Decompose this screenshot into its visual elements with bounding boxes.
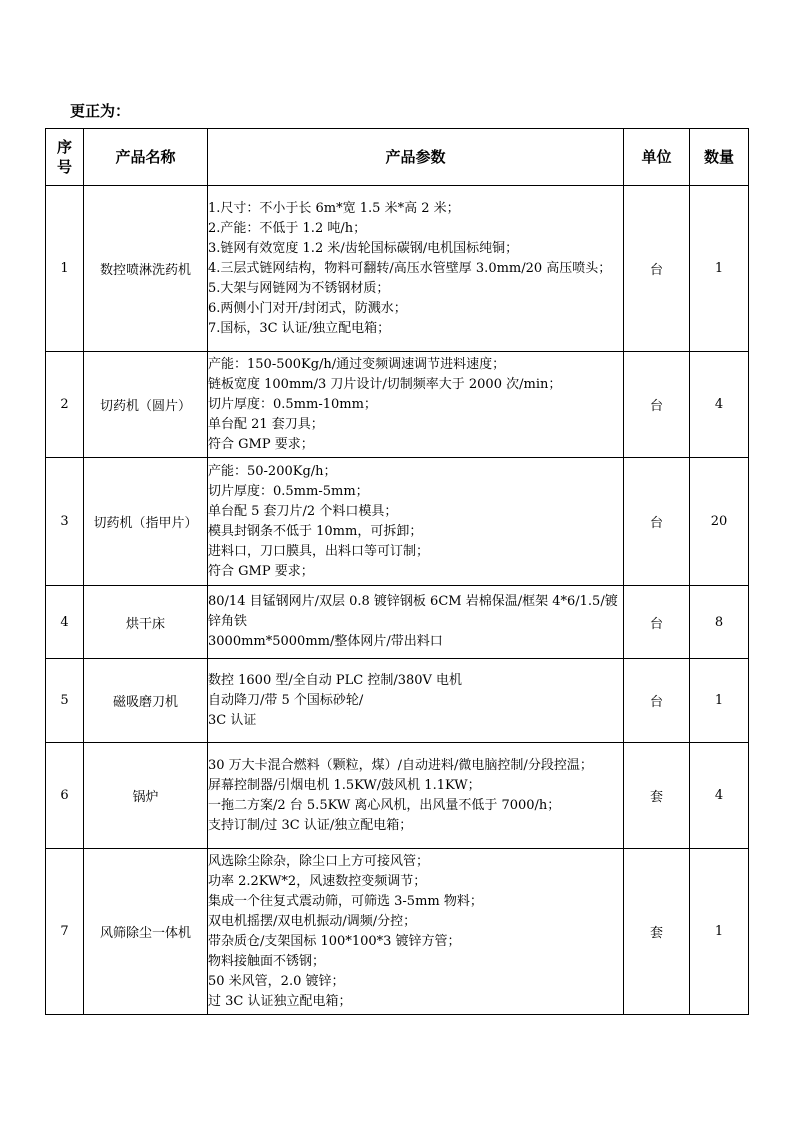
param-line: 符合 GMP 要求； (208, 436, 314, 452)
param-line: 过 3C 认证独立配电箱； (208, 993, 352, 1009)
cell-seq: 5 (46, 659, 84, 743)
cell-qty: 4 (690, 352, 749, 458)
cell-seq: 4 (46, 586, 84, 659)
table-row (46, 186, 749, 352)
param-line: 产能：150-500Kg/h/通过变频调速调节进料速度； (208, 356, 506, 372)
cell-unit: 台 (624, 586, 690, 659)
cell-name: 锅炉 (84, 743, 208, 849)
param-line: 3.链网有效宽度 1.2 米/齿轮国标碳钢/电机国标纯铜； (208, 240, 519, 256)
param-line: 符合 GMP 要求； (208, 563, 314, 579)
cell-qty: 1 (690, 186, 749, 352)
cell-qty: 4 (690, 743, 749, 849)
cell-name: 切药机（指甲片） (84, 458, 208, 586)
cell-qty: 8 (690, 586, 749, 659)
header-qty: 数量 (690, 129, 749, 186)
param-line: 风选除尘除杂，除尘口上方可接风管； (208, 853, 430, 869)
cell-qty: 1 (690, 849, 749, 1015)
param-line: 数控 1600 型/全自动 PLC 控制/380V 电机 (208, 672, 463, 688)
cell-params (208, 659, 624, 743)
cell-name: 切药机（圆片） (84, 352, 208, 458)
cell-seq: 6 (46, 743, 84, 849)
cell-seq: 1 (46, 186, 84, 352)
param-line: 30 万大卡混合燃料（颗粒，煤）/自动进料/微电脑控制/分段控温； (208, 757, 593, 773)
param-line: 单台配 5 套刀片/2 个料口模具； (208, 503, 398, 519)
cell-params (208, 743, 624, 849)
param-line: 5.大架与网链网为不锈钢材质； (208, 280, 390, 296)
cell-unit: 套 (624, 849, 690, 1015)
header-unit: 单位 (624, 129, 690, 186)
header-seq: 序号 (46, 129, 84, 186)
product-table (45, 128, 749, 1015)
cell-params (208, 586, 624, 659)
param-line: 产能：50-200Kg/h； (208, 463, 337, 479)
param-line: 6.两侧小门对开/封闭式，防溅水； (208, 300, 407, 316)
cell-name: 风筛除尘一体机 (84, 849, 208, 1015)
param-line: 支持订制/过 3C 认证/独立配电箱； (208, 817, 413, 833)
table-row (46, 458, 749, 586)
cell-params (208, 352, 624, 458)
table-row (46, 352, 749, 458)
cell-name: 数控喷淋洗药机 (84, 186, 208, 352)
table-row (46, 586, 749, 659)
param-line: 链板宽度 100mm/3 刀片设计/切制频率大于 2000 次/min； (208, 376, 562, 392)
header-name: 产品名称 (84, 129, 208, 186)
param-line: 切片厚度：0.5mm-10mm； (208, 396, 377, 412)
page-heading: 更正为： (70, 102, 131, 120)
param-line: 自动降刀/带 5 个国标砂轮/ (208, 692, 364, 708)
cell-seq: 2 (46, 352, 84, 458)
cell-unit: 套 (624, 743, 690, 849)
cell-unit: 台 (624, 186, 690, 352)
cell-unit: 台 (624, 458, 690, 586)
param-line: 4.三层式链网结构，物料可翻转/高压水管壁厚 3.0mm/20 高压喷头； (208, 260, 612, 276)
param-line: 功率 2.2KW*2，风速数控变频调节； (208, 873, 427, 889)
cell-params (208, 458, 624, 586)
param-line: 屏幕控制器/引烟电机 1.5KW/鼓风机 1.1KW； (208, 777, 481, 793)
param-line: 物料接触面不锈钢； (208, 953, 326, 969)
param-line: 2.产能：不低于 1.2 吨/h； (208, 220, 367, 236)
cell-qty: 1 (690, 659, 749, 743)
table-header-row (46, 129, 749, 186)
param-line: 模具封钢条不低于 10mm，可拆卸； (208, 523, 423, 539)
cell-name: 烘干床 (84, 586, 208, 659)
param-line: 双电机摇摆/双电机振动/调频/分控； (208, 913, 417, 929)
cell-qty: 20 (690, 458, 749, 586)
cell-seq: 3 (46, 458, 84, 586)
param-line: 一拖二方案/2 台 5.5KW 离心风机，出风量不低于 7000/h； (208, 797, 561, 813)
cell-unit: 台 (624, 659, 690, 743)
cell-name: 磁吸磨刀机 (84, 659, 208, 743)
cell-unit: 台 (624, 352, 690, 458)
param-line: 1.尺寸：不小于长 6m*宽 1.5 米*高 2 米； (208, 200, 460, 216)
param-line: 单台配 21 套刀具； (208, 416, 324, 432)
param-line: 带杂质仓/支架国标 100*100*3 镀锌方管； (208, 933, 461, 949)
param-line: 集成一个往复式震动筛，可筛选 3-5mm 物料； (208, 893, 483, 909)
cell-params (208, 849, 624, 1015)
param-line: 3000mm*5000mm/整体网片/带出料口 (208, 634, 443, 649)
cell-params (208, 186, 624, 352)
header-params: 产品参数 (208, 129, 624, 186)
param-line: 切片厚度：0.5mm-5mm； (208, 483, 369, 499)
table-row (46, 659, 749, 743)
param-line: 7.国标，3C 认证/独立配电箱； (208, 320, 391, 336)
cell-seq: 7 (46, 849, 84, 1015)
param-line: 50 米风管，2.0 镀锌； (208, 973, 345, 989)
table-row (46, 743, 749, 849)
table-row (46, 849, 749, 1015)
param-line: 3C 认证 (208, 712, 257, 728)
param-line: 80/14 目锰钢网片/双层 0.8 镀锌钢板 6CM 岩棉保温/框架 4*6/1.5/镀锌角铁 (208, 594, 618, 629)
param-line: 进料口，刀口膜具，出料口等可订制； (208, 543, 430, 559)
